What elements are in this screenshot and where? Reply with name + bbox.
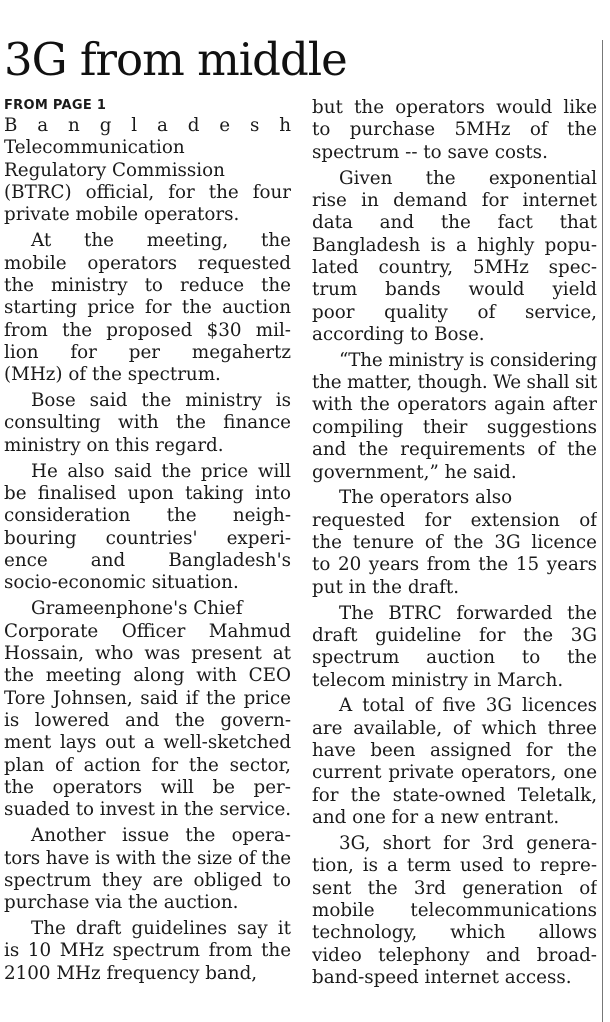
text-line: spectrum they are obliged to (4, 869, 291, 891)
text-line: (MHz) of the spectrum. (4, 364, 221, 386)
text-line: the tenure of the 3G licence (312, 532, 597, 554)
paragraph (4, 115, 291, 227)
paragraph (4, 918, 291, 985)
text-line: government,” he said. (312, 461, 517, 483)
text-line: with the operators again after (312, 394, 597, 416)
text-line: The operators also (339, 487, 513, 509)
text-line: have been assigned for the (312, 740, 597, 762)
text-line: Another issue the opera- (31, 825, 291, 847)
text-line: mobile telecommunications (312, 900, 597, 922)
text-line: requested for extension of (312, 509, 597, 531)
text-line: are available, of which three (312, 717, 597, 739)
text-line: the ministry to reduce the (4, 274, 291, 296)
text-line: spectrum auction to the (312, 647, 597, 669)
text-line: Bose said the ministry is (31, 390, 291, 412)
text-line: is 10 MHz spectrum from the (4, 940, 291, 962)
text-line: technology, which allows (312, 922, 597, 944)
text-line: rise in demand for internet (312, 189, 597, 211)
text-line: current private operators, one (312, 762, 597, 784)
left-paragraphs (4, 115, 291, 985)
text-line: the operators will be per- (4, 776, 291, 798)
text-line: put in the draft. (312, 576, 460, 598)
text-line: consulting with the finance (4, 412, 291, 434)
headline: 3G from middle (4, 33, 347, 86)
text-line: “The ministry is considering (339, 349, 597, 371)
text-line: compiling their suggestions (312, 416, 597, 438)
text-line: lated country, 5MHz spec- (312, 256, 597, 278)
text-line: B a n g l a d e s h (4, 115, 291, 136)
text-line: 3G, short for 3rd genera- (339, 833, 597, 854)
text-line: and the requirements of the (312, 439, 597, 461)
paragraph (312, 833, 597, 989)
text-line: be finalised upon taking into (4, 483, 291, 504)
text-line: the meeting along with CEO (4, 665, 291, 687)
text-line: Grameenphone's Chief (31, 598, 243, 620)
text-line: and one for a new entrant. (312, 807, 560, 829)
text-line: but the operators would like (312, 97, 597, 118)
text-line: to 20 years from the 15 years (312, 554, 597, 576)
text-line: The BTRC forwarded the (339, 602, 597, 624)
text-line: Corporate Officer Mahmud (4, 620, 291, 642)
text-line: to purchase 5MHz of the (312, 119, 597, 141)
text-line: Bangladesh is a highly popu- (312, 234, 597, 256)
text-line: Tore Johnsen, said if the price (4, 687, 291, 709)
text-line: consideration the neigh- (4, 505, 291, 527)
text-line: 2100 MHz frequency band, (4, 962, 258, 984)
paragraph (312, 603, 597, 692)
paragraph (4, 598, 291, 821)
text-line: is lowered and the govern- (4, 709, 291, 731)
text-line: according to Bose. (312, 323, 485, 345)
text-line: ministry on this regard. (4, 434, 224, 456)
text-line: for the state-owned Teletalk, (312, 784, 597, 806)
text-line: tion, is a term used to repre- (312, 855, 597, 877)
text-line: plan of action for the sector, (4, 754, 291, 776)
paragraph (4, 825, 291, 914)
paragraph (4, 461, 291, 595)
right-paragraphs (312, 97, 597, 989)
text-line: purchase via the auction. (4, 892, 239, 914)
text-line: Given the exponential (339, 167, 597, 189)
paragraph (312, 695, 597, 829)
column-rule (602, 40, 603, 1022)
text-line: trum bands would yield (312, 279, 597, 301)
paragraph (312, 487, 597, 599)
text-line: draft guideline for the 3G (312, 624, 597, 646)
paragraph (312, 350, 597, 484)
text-line: At the meeting, the (31, 230, 291, 252)
text-line: Regulatory Commission (4, 159, 225, 181)
text-line: spectrum -- to save costs. (312, 141, 548, 163)
text-line: starting price for the auction (4, 297, 291, 319)
paragraph (312, 97, 597, 164)
text-line: suaded to invest in the service. (4, 799, 291, 821)
text-line: the matter, though. We shall sit (312, 372, 597, 394)
paragraph (312, 168, 597, 347)
right-column (312, 97, 597, 1016)
text-line: ment lays out a well-sketched (4, 732, 291, 754)
text-line: (BTRC) official, for the four (4, 182, 291, 204)
paragraph (4, 390, 291, 457)
text-line: lion for per megahertz (4, 341, 291, 363)
paragraph (4, 230, 291, 386)
text-line: poor quality of service, (312, 301, 597, 323)
continuation-kicker: FROM PAGE 1 (4, 98, 107, 113)
text-line: tors have is with the size of the (4, 847, 291, 869)
text-line: Telecommunication (4, 137, 185, 159)
text-line: The draft guidelines say it (31, 918, 291, 940)
text-line: Hossain, who was present at (4, 642, 291, 664)
text-line: from the proposed $30 mil- (4, 319, 291, 341)
text-line: sent the 3rd generation of (312, 877, 597, 899)
text-line: data and the fact that (312, 212, 597, 234)
text-line: socio-economic situation. (4, 572, 239, 594)
text-line: video telephony and broad- (312, 944, 597, 966)
text-line: ence and Bangladesh's (4, 550, 291, 572)
left-column (4, 97, 291, 1016)
text-line: A total of five 3G licences (339, 695, 597, 717)
text-line: He also said the price will (31, 460, 291, 482)
text-line: telecom ministry in March. (312, 669, 564, 691)
text-line: private mobile operators. (4, 204, 240, 226)
text-line: mobile operators requested (4, 252, 291, 274)
text-line: band-speed internet access. (312, 967, 572, 989)
text-line: bouring countries' experi- (4, 527, 291, 549)
